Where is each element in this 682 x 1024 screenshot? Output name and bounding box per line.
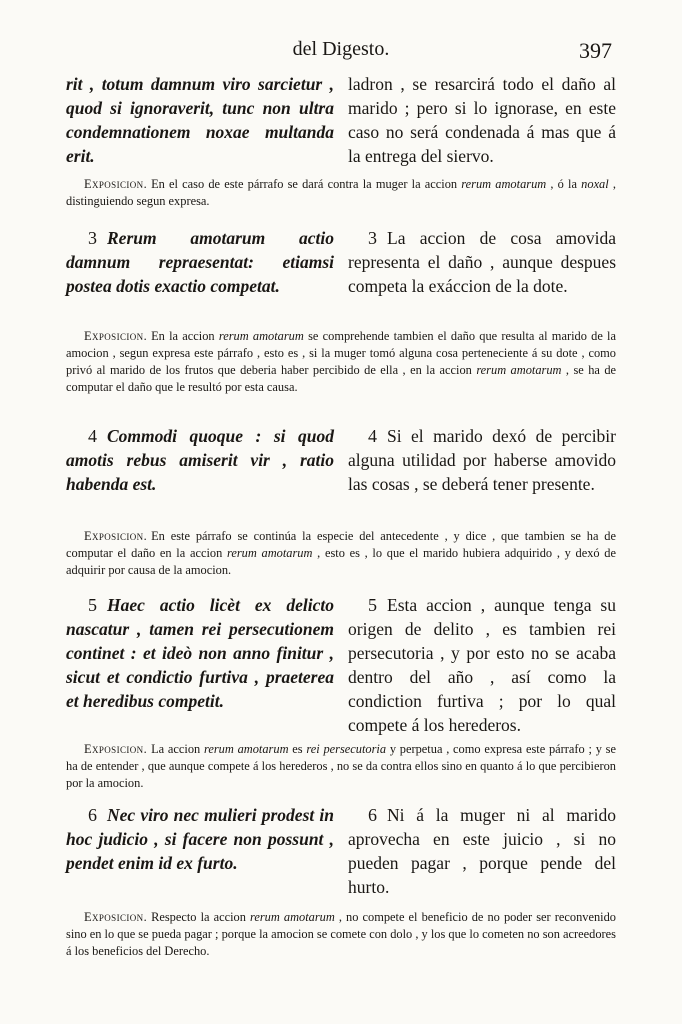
italic-term: rerum amotarum: [476, 363, 562, 377]
page-number: 397: [579, 38, 612, 63]
latin-text: 3 Rerum amotarum actio damnum repraesentat: etiamsi postea dotis exactio competat.: [66, 228, 334, 296]
italic-term: rei persecutoria: [306, 742, 387, 756]
latin-text: 6 Nec viro nec mulieri prodest in hoc judicio , si facere non possunt , pendet enim id ex furto.: [66, 805, 334, 873]
latin-text: 4 Commodi quoque : si quod amotis rebus amiserit vir , ratio habenda est.: [66, 426, 334, 494]
latin-text: rit , totum damnum viro sarcietur , quod si ignoraverit, tunc non ultra condemnationem noxae multanda erit.: [66, 74, 334, 166]
italic-term: noxal: [581, 177, 609, 191]
exposition-text: es: [288, 742, 307, 756]
exposition-text: se comprehende tambien el daño que resulta al marido de la amocion , segun expresa este párrafo , esto es , si la muger tomó alguna cosa perteneciente á su dote , como privó al marido de los frutos que deberia haber percibido de ella , en la accion: [66, 329, 617, 377]
exposition-text: La accion: [151, 742, 204, 756]
spanish-text: ladron , se resarcirá todo el daño al marido ; pero si lo ignorase, en este caso no será condenada á mas que á la entrega del siervo.: [348, 74, 616, 166]
italic-term: rerum amotarum: [226, 546, 313, 560]
italic-term: rerum amotarum: [218, 329, 304, 343]
exposition: Exposicion. En la accion rerum amotarum se comprehende tambien el daño que resulta al marido de la amocion , segun expresa este párrafo , esto es , si la muger tomó alguna cosa perteneciente á su dote , como privó al marido de los frutos que deberia haber percibido de ella , en la accion rerum amotarum , se ha de computar el daño que le resultó por esta causa.: [66, 329, 617, 394]
italic-term: rerum amotarum: [204, 742, 289, 756]
exposition: Exposicion. En este párrafo se continúa la especie del antecedente , y dice , que tambien se ha de computar el daño en la accion rerum amotarum , esto es , lo que el marido hubiera adquirido , y dexó de adquirir por causa de la amocion.: [66, 529, 616, 577]
spanish-text: 5 Esta accion , aunque tenga su origen de delito , es tambien rei persecutoria , y por esto no se acaba dentro del año , así como la condiction furtiva ; por lo qual compete á los herederos.: [348, 595, 616, 735]
exposition-text: Respecto la accion: [151, 910, 250, 924]
exposition: Exposicion. Respecto la accion rerum amotarum , no compete el beneficio de no poder ser reconvenido sino en lo que se pueda pagar ; porque la amocion se comete con dolo , y los que lo cometen no son acreedores á los beneficios del Derecho.: [66, 910, 616, 958]
exposition-text: , se ha de computar el daño que le resultó por esta causa.: [66, 363, 617, 394]
exposition: Exposicion. La accion rerum amotarum es rei persecutoria y perpetua , como expresa este párrafo ; y se ha de entender , que aunque compete á los herederos , no se da contra ellos sino en quanto á lo que percibieron por la amocion.: [66, 742, 616, 790]
exposition-text: En la accion: [151, 329, 219, 343]
exposition-text: , esto es , lo que el marido hubiera adquirido , y dexó de adquirir por causa de la amocion.: [66, 546, 616, 577]
latin-text: 5 Haec actio licèt ex delicto nascatur , tamen rei persecutionem continet : et ideò non anno finitur , sicut et condictio furtiva , praeterea et heredibus competit.: [66, 595, 334, 711]
spanish-text: 4 Si el marido dexó de percibir alguna utilidad por haberse amovido las cosas , se deberá tener presente.: [348, 426, 616, 494]
italic-term: rerum amotarum: [461, 177, 547, 191]
exposition-text: En el caso de este párrafo se dará contra la muger la accion: [151, 177, 462, 191]
exposition-text: , ó la: [546, 177, 582, 191]
running-title: del Digesto.: [292, 38, 390, 60]
exposition-text: , distinguiendo segun expresa.: [66, 177, 616, 208]
exposition: Exposicion. En el caso de este párrafo se dará contra la muger la accion rerum amotarum , ó la noxal , distinguiendo segun expresa.: [66, 177, 616, 208]
exposition-text: y perpetua , como expresa este párrafo ; y se ha de entender , que aunque compete á los herederos , no se da contra ellos sino en quanto á lo que percibieron por la amocion.: [66, 742, 616, 790]
exposition-text: En este párrafo se continúa la especie del antecedente , y dice , que tambien se ha de computar el daño en la accion: [66, 529, 616, 560]
italic-term: rerum amotarum: [249, 910, 335, 924]
exposition-text: , no compete el beneficio de no poder ser reconvenido sino en lo que se pueda pagar ; porque la amocion se comete con dolo , y los que lo cometen no son acreedores á los beneficios del Derecho.: [66, 910, 616, 958]
spanish-text: 3 La accion de cosa amovida representa el daño , aunque despues competa la exáccion de la dote.: [348, 228, 616, 296]
page-header: [0, 38, 682, 68]
spanish-text: 6 Ni á la muger ni al marido aprovecha en este juicio , si no pueden pagar , porque pende del hurto.: [348, 805, 616, 897]
